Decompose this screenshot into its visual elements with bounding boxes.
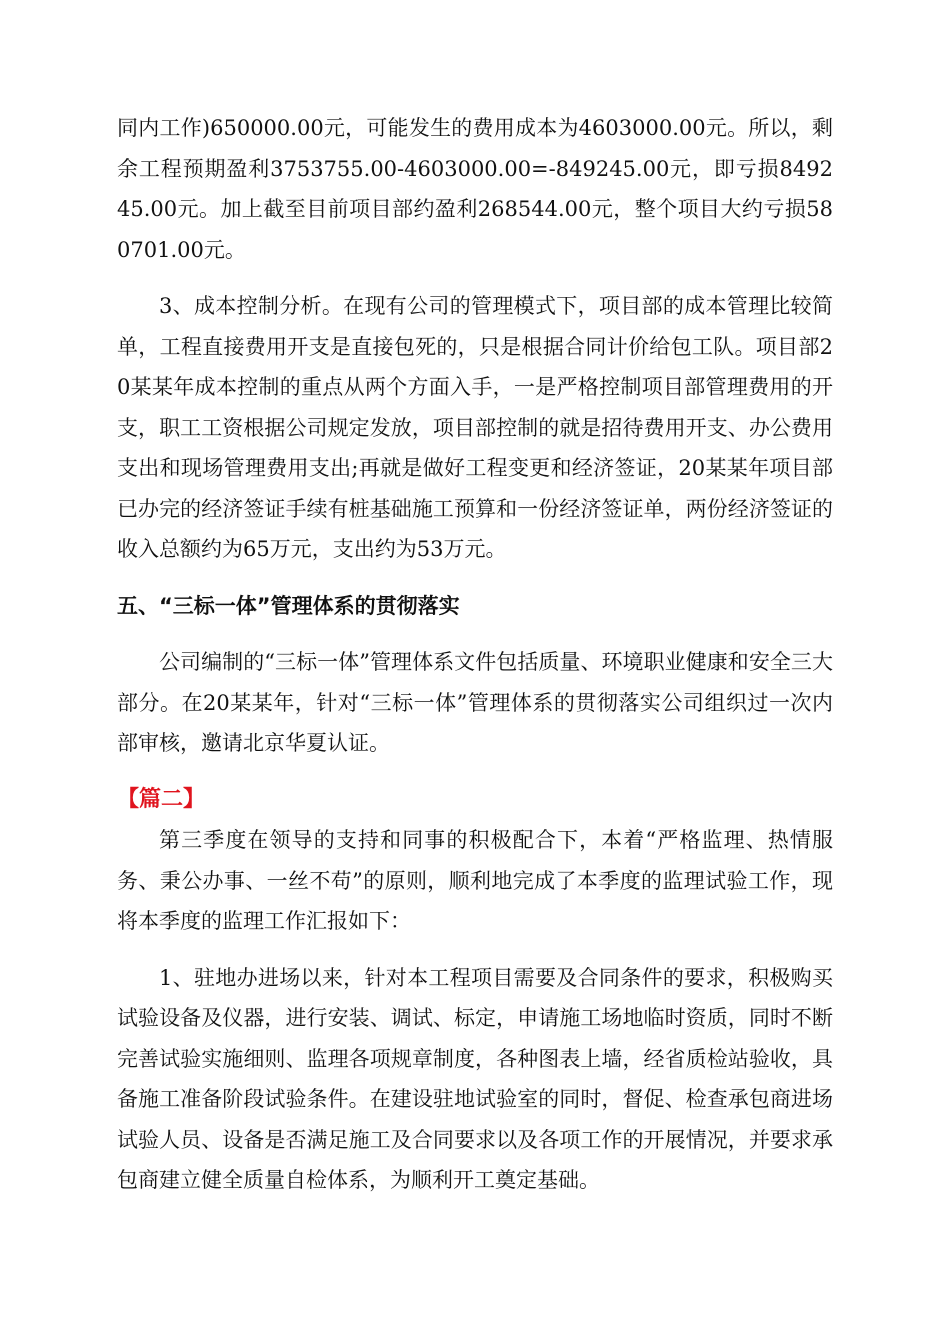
document-body (117, 108, 833, 1201)
paragraph-gap (117, 942, 833, 958)
paragraph-site-office: 1、驻地办进场以来，针对本工程项目需要及合同条件的要求，积极购买试验设备及仪器，进行安装、调试、标定，申请施工场地临时资质，同时不断完善试验实施细则、监理各项规章制度，各种图表上墙，经省质检站验收，具备施工准备阶段试验条件。在建设驻地试验室的同时，督促、检查承包商进场试验人员、设备是否满足施工及合同要求以及各项工作的开展情况，并要求承包商建立健全质量自检体系，为顺利开工奠定基础。 (117, 965, 833, 1192)
paragraph-management-system: 公司编制的“三标一体”管理体系文件包括质量、环境职业健康和安全三大部分。在20某某年，针对“三标一体”管理体系的贯彻落实公司组织过一次内部审核，邀请北京华夏认证。 (117, 650, 833, 755)
paragraph-quarter-intro: 第三季度在领导的支持和同事的积极配合下，本着“严格监理、热情服务、秉公办事、一丝不苟”的原则，顺利地完成了本季度的监理试验工作，现将本季度的监理工作汇报如下： (117, 828, 833, 933)
paragraph-project-loss: 同内工作)650000.00元，可能发生的费用成本为4603000.00元。所以，剩余工程预期盈利3753755.00-4603000.00=-849245.00元，即亏损849245.00元。加上截至目前项目部约盈利268544.00元，整个项目大约亏损580701.00元。 (117, 116, 833, 262)
section-mark-part-two: 【篇二】 (117, 786, 206, 812)
paragraph-cost-control: 3、成本控制分析。在现有公司的管理模式下，项目部的成本管理比较简单，工程直接费用开支是直接包死的，只是根据合同计价给包工队。项目部20某某年成本控制的重点从两个方面入手，一是严格控制项目部管理费用的开支，职工工资根据公司规定发放，项目部控制的就是招待费用开支、办公费用支出和现场管理费用支出;再就是做好工程变更和经济签证，20某某年项目部已办完的经济签证手续有桩基础施工预算和一份经济签证单，两份经济签证的收入总额约为65万元，支出约为53万元。 (117, 294, 833, 561)
paragraph-gap (117, 570, 833, 586)
paragraph-gap (117, 270, 833, 286)
paragraph-gap (117, 626, 833, 642)
paragraph-gap (117, 764, 833, 780)
section-heading-five: 五、“三标一体”管理体系的贯彻落实 (117, 593, 460, 618)
